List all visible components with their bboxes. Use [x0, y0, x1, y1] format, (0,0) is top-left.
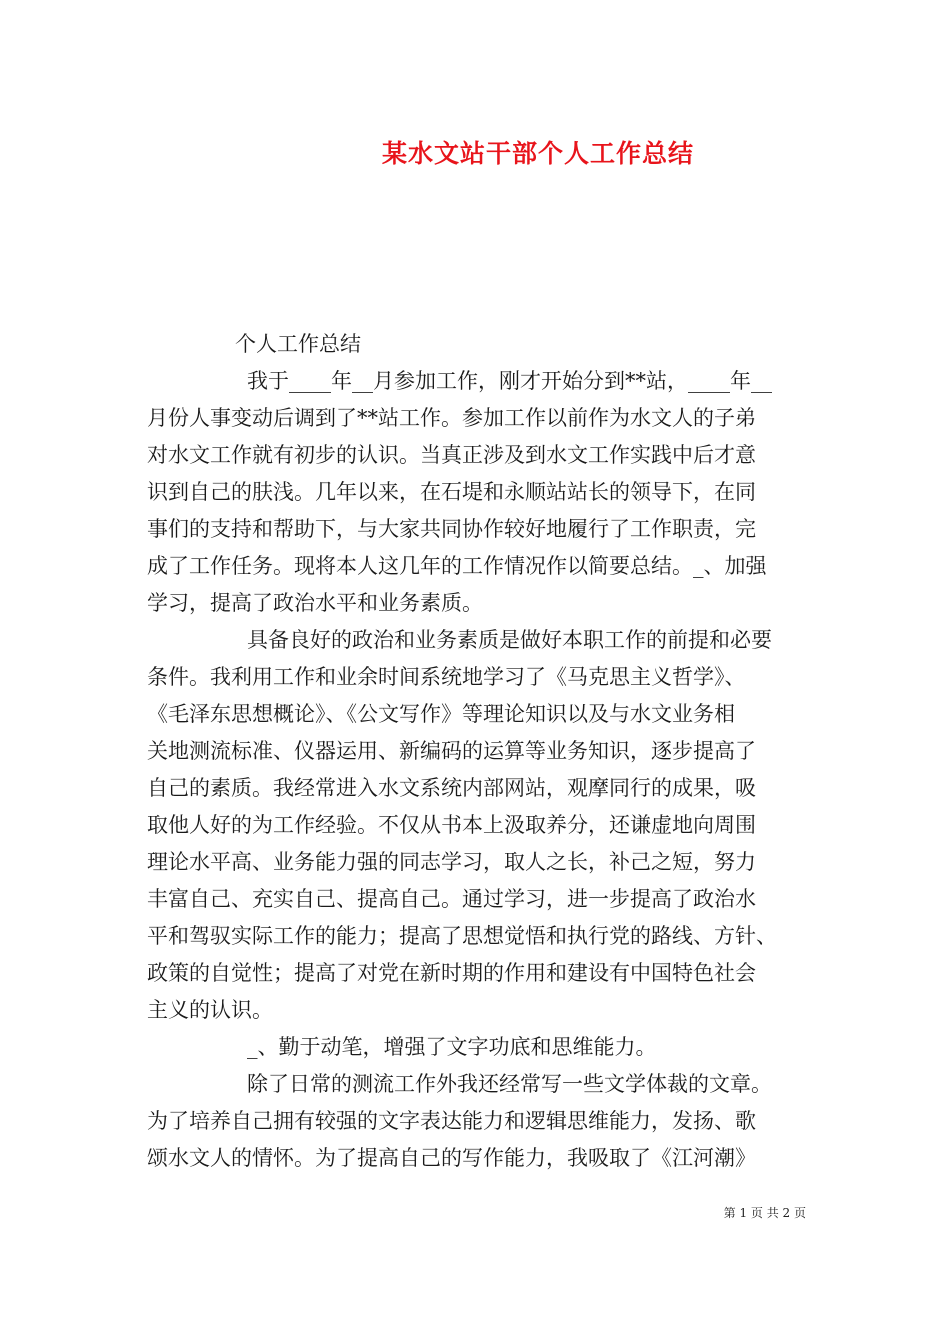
paragraph-line: 除了日常的测流工作外我还经常写一些文学体裁的文章。 [247, 1072, 772, 1096]
paragraph-line: 我于____年__月参加工作，刚才开始分到**站，____年__ [247, 369, 772, 393]
document-body [147, 326, 827, 1177]
paragraph-line: 为了培养自己拥有较强的文字表达能力和逻辑思维能力，发扬、歌 [147, 1109, 756, 1133]
paragraph-line: 政策的自觉性；提高了对党在新时期的作用和建设有中国特色社会 [147, 961, 756, 985]
paragraph-line: 条件。我利用工作和业余时间系统地学习了《马克思主义哲学》、 [147, 665, 746, 689]
paragraph-line: 事们的支持和帮助下，与大家共同协作较好地履行了工作职责，完 [147, 517, 756, 541]
paragraph-line: 丰富自己、充实自己、提高自己。通过学习，进一步提高了政治水 [147, 887, 756, 911]
paragraph-line: 月份人事变动后调到了**站工作。参加工作以前作为水文人的子弟 [147, 406, 756, 430]
page-number: 第 1 页 共 2 页 [723, 1206, 806, 1220]
paragraph-line: 关地测流标准、仪器运用、新编码的运算等业务知识，逐步提高了 [147, 739, 756, 763]
paragraph-line: 《毛泽东思想概论》、《公文写作》等理论知识以及与水文业务相 [147, 702, 735, 726]
paragraph-line: 具备良好的政治和业务素质是做好本职工作的前提和必要 [247, 628, 772, 652]
paragraph-line: 识到自己的肤浅。几年以来，在石堤和永顺站站长的领导下，在同 [147, 480, 756, 504]
paragraph-line: 颂水文人的情怀。为了提高自己的写作能力，我吸取了《江河潮》 [147, 1146, 756, 1170]
paragraph-line: 自己的素质。我经常进入水文系统内部网站，观摩同行的成果，吸 [147, 776, 756, 800]
paragraph-line: 理论水平高、业务能力强的同志学习，取人之长，补己之短，努力 [147, 850, 756, 874]
paragraph-line: 主义的认识。 [147, 998, 273, 1022]
paragraph-line: 平和驾驭实际工作的能力；提高了思想觉悟和执行党的路线、方针、 [147, 924, 777, 948]
paragraph-line: 成了工作任务。现将本人这几年的工作情况作以简要总结。_、加强 [147, 554, 767, 578]
section-heading: _、勤于动笔，增强了文字功底和思维能力。 [247, 1035, 657, 1059]
paragraph-line: 学习，提高了政治水平和业务素质。 [147, 591, 483, 615]
paragraph-line: 对水文工作就有初步的认识。当真正涉及到水文工作实践中后才意 [147, 443, 756, 467]
paragraph-line: 取他人好的为工作经验。不仅从书本上汲取养分，还谦虚地向周围 [147, 813, 756, 837]
section-heading: 个人工作总结 [235, 332, 361, 356]
document-title: 某水文站干部个人工作总结 [381, 139, 694, 168]
